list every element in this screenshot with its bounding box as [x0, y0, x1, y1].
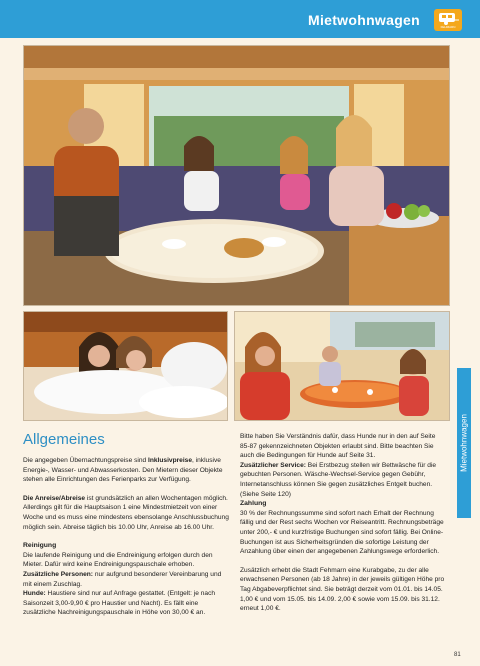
paragraph-hunde: [23, 589, 229, 618]
section-side-tab: [457, 368, 471, 518]
paragraph-zusaetzliche-personen: [23, 570, 229, 589]
paragraph-kurabgabe: Zusätzlich erhebt die Stadt Fehmarn eine Kurabgabe, zu der alle erwachsenen Personen (ab 18 Jahre) in der jeweils gültigen Höhe pro Tag Abgabeverpflichtet sind. Sie beträgt derzeit vom 01.01. bis 14.05. 1,00 € und vom 15.05. bis 14.09. 2,00 € sowie vom 15.09. bis 31.12. erneut 1,00 €.: [240, 566, 445, 613]
logo-text: FEHMARN: [440, 25, 456, 29]
subheading-zahlung: Zahlung: [240, 500, 267, 508]
paragraph-zusaetzlicher-service: [240, 461, 446, 499]
right-text-column: [240, 432, 446, 623]
header-bar: [0, 0, 480, 38]
subheading-reinigung: Reinigung: [23, 542, 57, 550]
bold-term: Zusätzlicher Service:: [240, 461, 306, 469]
bold-term: Hunde:: [23, 590, 46, 598]
main-photo-family-in-caravan: [23, 45, 450, 306]
page-title: Mietwohnwagen: [307, 12, 420, 28]
text-fragment: nur aufgrund besonderer Vereinbarung und mit einem Zuschlag.: [23, 570, 222, 588]
page-number: 81: [454, 652, 461, 658]
bold-term: Die Anreise/Abreise: [23, 494, 86, 502]
paragraph-hunde-hinweis: Bitte haben Sie Verständnis dafür, dass Hunde nur in den auf Seite 85-87 gekennzeichneten Objekten erlaubt sind. Bitte beachten Sie auch die Bedingungen für Hunde auf Seite 31.: [240, 433, 436, 460]
text-fragment: Bei Erstbezug stellen wir Bettwäsche für die gebuchten Personen. Wäsche-Wechsel-Service gegen Gebühr, Internetanschluss können Sie gegen zusätzliches Entgelt buchen. (Siehe Seite 120): [240, 461, 437, 498]
photo-kids-in-bed: [23, 311, 228, 421]
text-fragment: Haustiere sind nur auf Anfrage gestattet. (Entgelt: je nach Saisonzeit 3,00-9,90 € pro Haustier und Nacht). Es fällt eine zusätzliche Nachreinigungspauschale in Höhe von 30,00 € an.: [23, 590, 216, 617]
left-text-column: [23, 432, 229, 618]
text-fragment: Die angegeben Übernachtungspreise sind: [23, 457, 149, 464]
text-fragment: ist grundsätzlich an allen Wochentagen möglich. Allerdings gilt für die Hauptsaison 1 eine Mindestmietzeit von einer Woche und es muss eine mindestens ebensolange Anschlussbuchung möglich sein. Abreise täglich bis 10.00 Uhr, Anreise ab 16.00 Uhr.: [23, 494, 229, 531]
bold-term: Zusätzliche Personen:: [23, 570, 93, 578]
paragraph-zahlung: 30 % der Rechnungssumme sind sofort nach Erhalt der Rechnung fällig und der Rest sechs Wochen vor Reiseantritt. Rechnungsbeträge unter 200,- € und kurzfristige Buchungen sind sofort fällig. Bei Online-Buchungen ist aus Sicherheitsgründen die sofortige Leistung der Anzahlung über einen der angegebenen Zahlungswege erforderlich.: [240, 509, 444, 556]
bold-term: Inklusivpreise: [148, 457, 192, 464]
side-tab-label: Mietwohnwagen: [459, 414, 469, 472]
photo-family-dining-area: [234, 311, 450, 421]
paragraph-anreise-abreise: [23, 494, 229, 532]
brand-logo: [434, 9, 462, 31]
section-heading-allgemeines: Allgemeines: [23, 431, 105, 448]
text-fragment: , inklusive Energie-, Wasser- und Abwasserkosten. Den Mietern dieser Objekte stehen alle Einrichtungen des Ferienparks zur Verfügung.: [23, 457, 223, 484]
paragraph-inklusivpreise: [23, 456, 229, 485]
paragraph-reinigung: Die laufende Reinigung und die Endreinigung erfolgen durch den Mieter. Dafür wird keine Endreinigungspauschale erhoben.: [23, 551, 213, 569]
